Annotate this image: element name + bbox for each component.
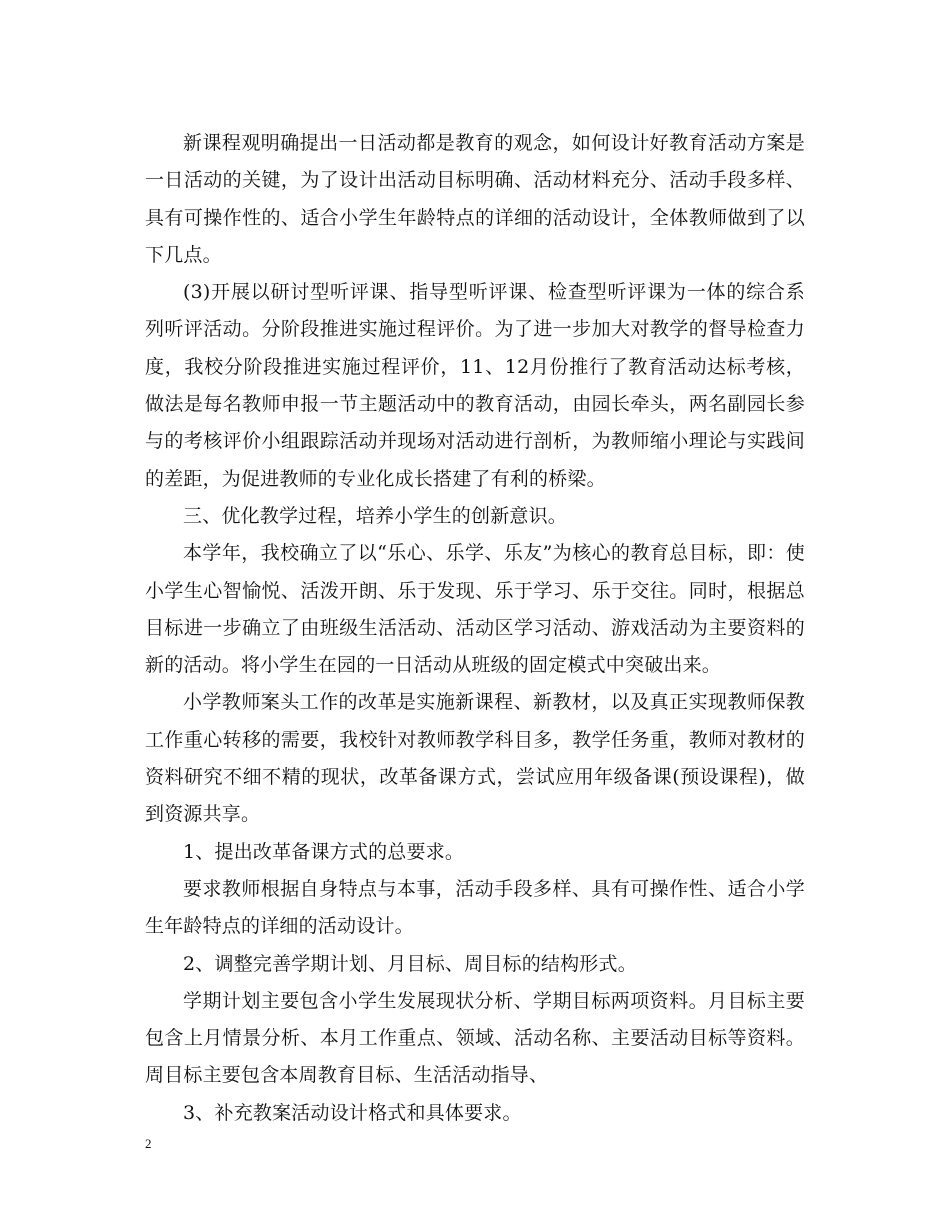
paragraph-intro: 新课程观明确提出一日活动都是教育的观念，如何设计好教育活动方案是一日活动的关键，为了设计出活动目标明确、活动材料充分、活动手段多样、具有可操作性的、适合小学生年龄特点的详细的活动设计，全体教师做到了以下几点。	[145, 132, 805, 266]
list-item-3: 3、补充教案活动设计格式和具体要求。	[183, 1101, 522, 1124]
list-item-2: 2、调整完善学期计划、月目标、周目标的结构形式。	[183, 952, 637, 975]
paragraph-plans: 学期计划主要包含小学生发展现状分析、学期目标两项资料。月目标主要包含上月情景分析、本月工作重点、领域、活动名称、主要活动目标等资料。周目标主要包含本周教育目标、生活活动指导、	[145, 989, 805, 1087]
page-number: 2	[145, 1136, 152, 1151]
paragraph-evaluation: (3)开展以研讨型听评课、指导型听评课、检查型听评课为一体的综合系列听评活动。分阶段推进实施过程评价。为了进一步加大对教学的督导检查力度，我校分阶段推进实施过程评价，11、12月份推行了教育活动达标考核，做法是每名教师申报一节主题活动中的教育活动，由园长牵头，两名副园长参与的考核评价小组跟踪活动并现场对活动进行剖析，为教师缩小理论与实践间的差距，为促进教师的专业化成长搭建了有利的桥梁。	[145, 281, 805, 490]
paragraph-requirements: 要求教师根据自身特点与本事，活动手段多样、具有可操作性、适合小学生年龄特点的详细的活动设计。	[145, 877, 805, 938]
document-body	[145, 125, 805, 1132]
list-item-1: 1、提出改革备课方式的总要求。	[183, 840, 465, 863]
paragraph-goals: 本学年，我校确立了以“乐心、乐学、乐友”为核心的教育总目标，即：使小学生心智愉悦、活泼开朗、乐于发现、乐于学习、乐于交往。同时，根据总目标进一步确立了由班级生活活动、活动区学习活动、游戏活动为主要资料的新的活动。将小学生在园的一日活动从班级的固定模式中突破出来。	[145, 542, 805, 677]
paragraph-reform: 小学教师案头工作的改革是实施新课程、新教材，以及真正实现教师保教工作重心转移的需要，我校针对教师教学科目多，教学任务重，教师对教材的资料研究不细不精的现状，改革备课方式，尝试应用年级备课(预设课程)，做到资源共享。	[145, 691, 805, 826]
section-heading-three: 三、优化教学过程，培养小学生的创新意识。	[183, 504, 568, 527]
